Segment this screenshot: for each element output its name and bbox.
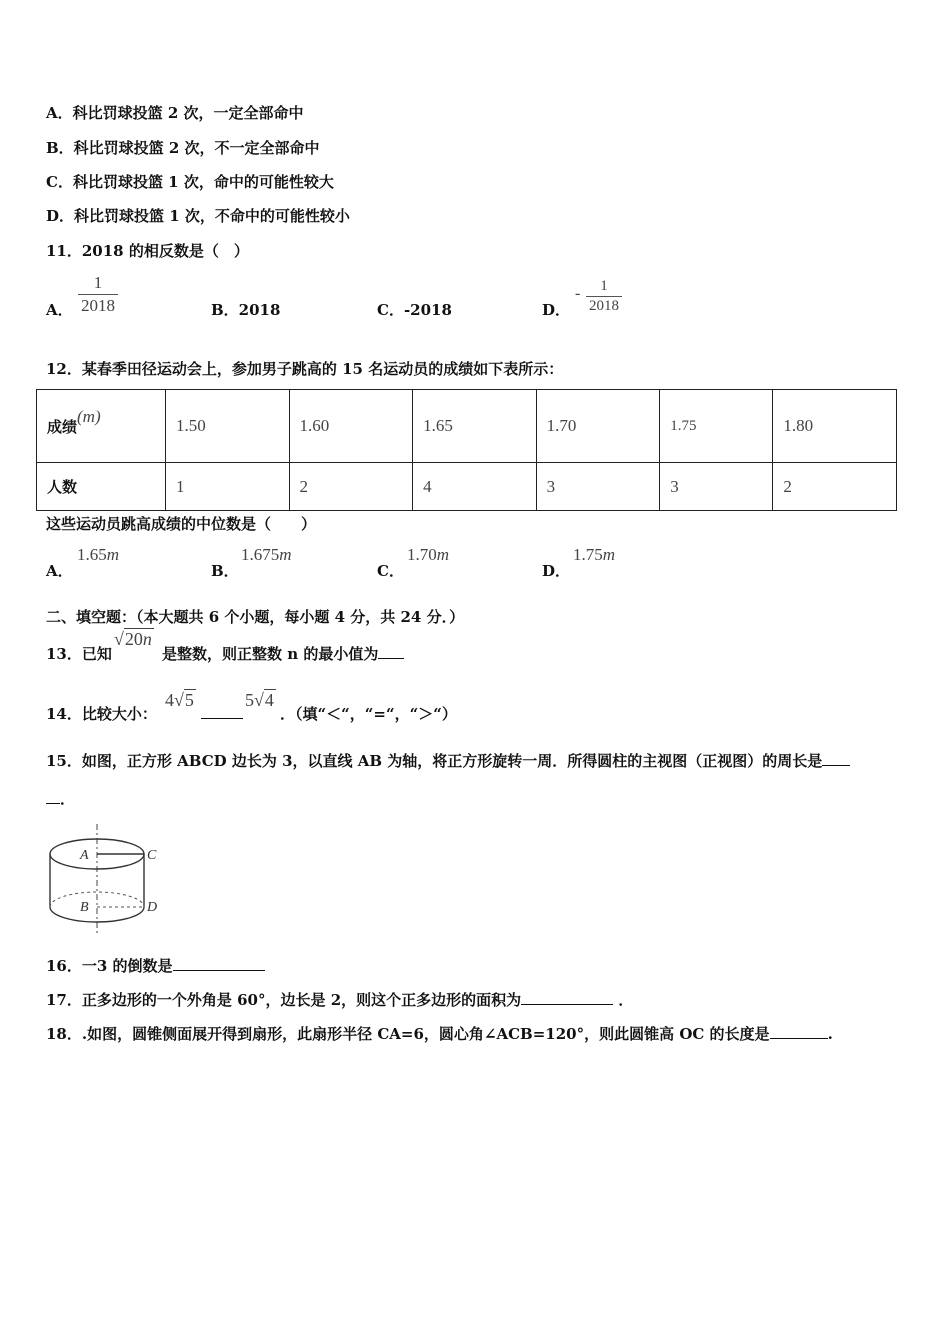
q10-option-c: C．科比罚球投篮 1 次，命中的可能性较大 bbox=[46, 173, 334, 191]
q11-option-d-fraction bbox=[586, 278, 622, 315]
q13-post: 是整数，则正整数 n 的最小值为 bbox=[162, 643, 404, 664]
q12-stem: 12．某春季田径运动会上，参加男子跳高的 15 名运动员的成绩如下表所示： bbox=[46, 360, 564, 378]
score-cell: 1.70 bbox=[536, 390, 660, 463]
score-cell: 1.60 bbox=[289, 390, 413, 463]
q12-option-c-value: 1.70m bbox=[407, 545, 450, 564]
q16: 16．一3 的倒数是 bbox=[46, 955, 265, 976]
table-row bbox=[37, 463, 897, 511]
q11-option-c: C．-2018 bbox=[377, 301, 452, 319]
q14-left-expr: 4√5 bbox=[165, 690, 194, 710]
count-cell: 3 bbox=[536, 463, 660, 511]
fraction-denominator: 2018 bbox=[81, 296, 115, 315]
label-b: B bbox=[80, 900, 89, 915]
q12-option-d-label: D． bbox=[542, 562, 571, 580]
q12-option-a-value: 1.65m bbox=[77, 545, 120, 564]
q11-option-b: B．2018 bbox=[211, 301, 281, 319]
q11-option-d-label: D． bbox=[542, 301, 571, 319]
q11-stem: 11．2018 的相反数是（ ） bbox=[46, 242, 249, 260]
q11-option-d-sign: - bbox=[575, 285, 581, 302]
count-header: 人数 bbox=[37, 463, 166, 511]
score-unit: (m) bbox=[77, 406, 101, 426]
score-header-cell bbox=[37, 390, 166, 463]
q12-option-c-label: C． bbox=[377, 562, 404, 580]
q12-option-d-value: 1.75m bbox=[573, 545, 616, 564]
q14-answer-blank[interactable] bbox=[201, 704, 243, 719]
label-c: C bbox=[147, 848, 157, 863]
q12-option-a-label: A． bbox=[46, 562, 73, 580]
label-d: D bbox=[147, 900, 158, 915]
section-heading: 二、填空题：（本大题共 6 个小题，每小题 4 分，共 24 分．） bbox=[46, 608, 465, 626]
count-cell: 1 bbox=[166, 463, 290, 511]
q15-continuation: ． bbox=[46, 788, 75, 809]
q18: 18．.如图，圆锥侧面展开得到扇形，此扇形半径 CA=6，圆心角∠ACB=120°，则此圆锥高 OC 的长度是 . bbox=[46, 1025, 833, 1043]
sqrt-symbol: √20n bbox=[114, 629, 152, 649]
q12-question: 这些运动员跳高成绩的中位数是（ ） bbox=[46, 515, 317, 533]
q14-right-expr: 5√4 bbox=[245, 690, 274, 710]
q10-option-b: B．科比罚球投篮 2 次，不一定全部命中 bbox=[46, 139, 320, 157]
cylinder-figure bbox=[44, 822, 164, 937]
fraction-denominator: 2018 bbox=[589, 298, 619, 314]
q17: 17．正多边形的一个外角是 60°，边长是 2，则这个正多边形的面积为 ． bbox=[46, 991, 634, 1009]
score-cell: 1.75 bbox=[660, 390, 773, 463]
q10-option-a: A．科比罚球投篮 2 次，一定全部命中 bbox=[46, 104, 304, 122]
label-a: A bbox=[80, 848, 89, 863]
q14-post: ．（填“＜“，“=“，“＞“） bbox=[280, 705, 457, 723]
q10-option-d: D．科比罚球投篮 1 次，不命中的可能性较小 bbox=[46, 207, 350, 225]
q12-option-b-value: 1.675m bbox=[241, 545, 292, 564]
score-cell: 1.80 bbox=[773, 390, 897, 463]
jump-score-table bbox=[36, 389, 897, 511]
count-cell: 4 bbox=[413, 463, 537, 511]
q15-stem: 15．如图，正方形 ABCD 边长为 3，以直线 AB 为轴，将正方形旋转一周．所得圆柱的主视图（正视图）的周长是 bbox=[46, 750, 850, 771]
q13-sqrt bbox=[114, 629, 154, 650]
q11-option-a-fraction bbox=[78, 273, 118, 316]
count-cell: 2 bbox=[773, 463, 897, 511]
count-cell: 3 bbox=[660, 463, 773, 511]
count-cell: 2 bbox=[289, 463, 413, 511]
fraction-numerator: 1 bbox=[600, 278, 608, 294]
table-row bbox=[37, 390, 897, 463]
score-cell: 1.65 bbox=[413, 390, 537, 463]
q14-pre: 14．比较大小： bbox=[46, 705, 157, 723]
q13-pre: 13．已知 bbox=[46, 645, 112, 663]
score-cell: 1.50 bbox=[166, 390, 290, 463]
score-header: 成绩 bbox=[47, 417, 78, 436]
fraction-numerator: 1 bbox=[93, 273, 103, 292]
q11-option-a-label: A． bbox=[46, 301, 73, 319]
q12-option-b-label: B． bbox=[211, 562, 239, 580]
